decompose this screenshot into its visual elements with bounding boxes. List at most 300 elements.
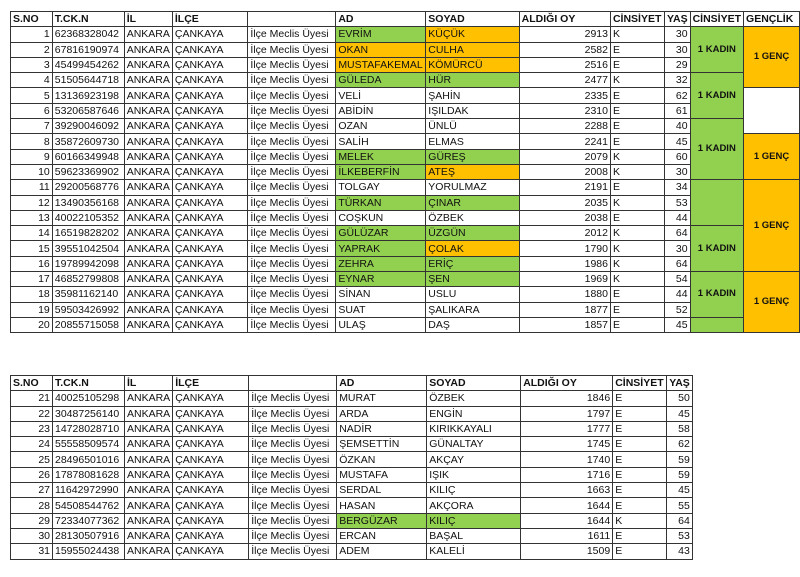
cell-last-name: GÜNALTAY xyxy=(427,437,521,452)
cell-gender: K xyxy=(610,73,664,88)
cell-gender: E xyxy=(613,528,667,543)
table-row xyxy=(11,498,693,513)
cell-first-name: ZEHRA xyxy=(336,256,426,271)
cell-district: ÇANKAYA xyxy=(173,452,249,467)
cell-gender: K xyxy=(610,195,664,210)
cell-position: İlçe Meclis Üyesi xyxy=(249,467,337,482)
cell-age: 64 xyxy=(664,226,690,241)
cell-tc-kimlik-no: 11642972990 xyxy=(53,483,125,498)
cell-tc-kimlik-no: 53206587646 xyxy=(52,103,124,118)
cell-vote-count: 2335 xyxy=(519,88,610,103)
cell-age: 52 xyxy=(664,302,690,317)
cell-district: ÇANKAYA xyxy=(172,149,248,164)
cell-gender: E xyxy=(610,180,664,195)
cell-gender: E xyxy=(610,103,664,118)
cell-last-name: HÜR xyxy=(426,73,519,88)
cell-tc-kimlik-no: 39290046092 xyxy=(52,119,124,134)
cell-tc-kimlik-no: 59503426992 xyxy=(52,302,124,317)
cell-province: ANKARA xyxy=(124,73,172,88)
header-district: İLÇE xyxy=(173,376,249,391)
cell-position: İlçe Meclis Üyesi xyxy=(249,498,337,513)
cell-row-number: 20 xyxy=(11,317,53,332)
cell-district: ÇANKAYA xyxy=(172,42,248,57)
cell-vote-count: 1986 xyxy=(519,256,610,271)
cell-first-name: MELEK xyxy=(336,149,426,164)
cell-first-name: OKAN xyxy=(336,42,426,57)
header-age: YAŞ xyxy=(664,12,690,27)
cell-vote-count: 1644 xyxy=(521,498,613,513)
cell-position: İlçe Meclis Üyesi xyxy=(248,226,336,241)
cell-age: 32 xyxy=(664,73,690,88)
cell-row-number: 10 xyxy=(11,164,53,179)
cell-age: 40 xyxy=(664,119,690,134)
cell-row-number: 3 xyxy=(11,57,53,72)
cell-gender: E xyxy=(613,467,667,482)
youth-quota-cell: 1 GENÇ xyxy=(744,27,800,88)
cell-row-number: 1 xyxy=(11,27,53,42)
cell-age: 62 xyxy=(664,88,690,103)
header-last-name: SOYAD xyxy=(426,12,519,27)
cell-province: ANKARA xyxy=(125,513,173,528)
cell-gender: E xyxy=(610,302,664,317)
cell-vote-count: 1969 xyxy=(519,272,610,287)
cell-first-name: ULAŞ xyxy=(336,317,426,332)
cell-district: ÇANKAYA xyxy=(172,272,248,287)
cell-first-name: GÜLEDA xyxy=(336,73,426,88)
cell-province: ANKARA xyxy=(125,391,173,406)
cell-tc-kimlik-no: 15955024438 xyxy=(53,544,125,559)
cell-district: ÇANKAYA xyxy=(172,317,248,332)
header-last-name: SOYAD xyxy=(427,376,521,391)
cell-district: ÇANKAYA xyxy=(173,391,249,406)
table-row xyxy=(11,57,800,72)
cell-row-number: 27 xyxy=(11,483,53,498)
cell-position: İlçe Meclis Üyesi xyxy=(249,528,337,543)
cell-vote-count: 1611 xyxy=(521,528,613,543)
cell-position: İlçe Meclis Üyesi xyxy=(248,88,336,103)
cell-vote-count: 1509 xyxy=(521,544,613,559)
header-position xyxy=(248,12,336,27)
youth-quota-cell: 1 GENÇ xyxy=(744,272,800,333)
cell-last-name: ÖZBEK xyxy=(427,391,521,406)
table-row xyxy=(11,272,800,287)
cell-position: İlçe Meclis Üyesi xyxy=(248,149,336,164)
cell-first-name: TOLGAY xyxy=(336,180,426,195)
cell-age: 55 xyxy=(667,498,693,513)
cell-district: ÇANKAYA xyxy=(172,119,248,134)
cell-vote-count: 2008 xyxy=(519,164,610,179)
cell-gender: E xyxy=(610,287,664,302)
candidate-table-1 xyxy=(10,11,800,333)
youth-quota-cell: 1 GENÇ xyxy=(744,180,800,272)
cell-gender: E xyxy=(610,88,664,103)
table-row xyxy=(11,421,693,436)
cell-vote-count: 2241 xyxy=(519,134,610,149)
table-row xyxy=(11,528,693,543)
cell-gender: E xyxy=(613,391,667,406)
table-row xyxy=(11,42,800,57)
cell-vote-count: 2079 xyxy=(519,149,610,164)
cell-age: 30 xyxy=(664,164,690,179)
table-row xyxy=(11,180,800,195)
cell-vote-count: 1716 xyxy=(521,467,613,482)
cell-position: İlçe Meclis Üyesi xyxy=(249,452,337,467)
header-row xyxy=(11,12,800,27)
cell-position: İlçe Meclis Üyesi xyxy=(248,164,336,179)
header-age: YAŞ xyxy=(667,376,693,391)
header-district: İLÇE xyxy=(172,12,248,27)
cell-last-name: ENGİN xyxy=(427,406,521,421)
cell-age: 64 xyxy=(664,256,690,271)
cell-last-name: ÖZBEK xyxy=(426,210,519,225)
cell-row-number: 23 xyxy=(11,421,53,436)
cell-tc-kimlik-no: 16519828202 xyxy=(52,226,124,241)
cell-row-number: 31 xyxy=(11,544,53,559)
cell-row-number: 5 xyxy=(11,88,53,103)
cell-age: 61 xyxy=(664,103,690,118)
cell-last-name: AKÇAY xyxy=(427,452,521,467)
cell-position: İlçe Meclis Üyesi xyxy=(248,73,336,88)
cell-gender: E xyxy=(613,421,667,436)
cell-province: ANKARA xyxy=(124,272,172,287)
cell-row-number: 28 xyxy=(11,498,53,513)
cell-first-name: GÜLÜZAR xyxy=(336,226,426,241)
cell-row-number: 24 xyxy=(11,437,53,452)
cell-gender: E xyxy=(613,544,667,559)
cell-last-name: ATEŞ xyxy=(426,164,519,179)
table-row xyxy=(11,391,693,406)
cell-district: ÇANKAYA xyxy=(172,226,248,241)
cell-tc-kimlik-no: 39551042504 xyxy=(52,241,124,256)
table-row xyxy=(11,513,693,528)
cell-row-number: 18 xyxy=(11,287,53,302)
cell-age: 58 xyxy=(667,421,693,436)
cell-province: ANKARA xyxy=(124,180,172,195)
table-row xyxy=(11,241,800,256)
cell-age: 45 xyxy=(664,317,690,332)
cell-tc-kimlik-no: 35872609730 xyxy=(52,134,124,149)
cell-first-name: YAPRAK xyxy=(336,241,426,256)
cell-last-name: CULHA xyxy=(426,42,519,57)
header-row xyxy=(11,376,693,391)
cell-first-name: VELİ xyxy=(336,88,426,103)
cell-tc-kimlik-no: 54508544762 xyxy=(53,498,125,513)
cell-last-name: AKÇORA xyxy=(427,498,521,513)
cell-district: ÇANKAYA xyxy=(172,103,248,118)
cell-district: ÇANKAYA xyxy=(172,27,248,42)
cell-row-number: 21 xyxy=(11,391,53,406)
cell-age: 30 xyxy=(664,241,690,256)
cell-gender: E xyxy=(613,498,667,513)
cell-last-name: KILIÇ xyxy=(427,513,521,528)
table-row xyxy=(11,119,800,134)
cell-first-name: COŞKUN xyxy=(336,210,426,225)
cell-gender: E xyxy=(610,119,664,134)
cell-position: İlçe Meclis Üyesi xyxy=(248,317,336,332)
cell-age: 54 xyxy=(664,272,690,287)
gender-quota-cell: 1 KADIN xyxy=(690,119,743,180)
table-row xyxy=(11,452,693,467)
cell-district: ÇANKAYA xyxy=(173,467,249,482)
cell-province: ANKARA xyxy=(124,134,172,149)
cell-age: 45 xyxy=(667,483,693,498)
cell-last-name: BAŞAL xyxy=(427,528,521,543)
cell-province: ANKARA xyxy=(124,57,172,72)
cell-province: ANKARA xyxy=(125,437,173,452)
cell-district: ÇANKAYA xyxy=(172,164,248,179)
cell-first-name: ARDA xyxy=(337,406,427,421)
cell-district: ÇANKAYA xyxy=(173,406,249,421)
cell-first-name: ERCAN xyxy=(337,528,427,543)
cell-last-name: IŞILDAK xyxy=(426,103,519,118)
cell-province: ANKARA xyxy=(125,498,173,513)
cell-tc-kimlik-no: 62368328042 xyxy=(52,27,124,42)
cell-gender: K xyxy=(610,241,664,256)
cell-row-number: 2 xyxy=(11,42,53,57)
cell-first-name: NADİR xyxy=(337,421,427,436)
gender-quota-cell xyxy=(690,180,743,226)
cell-position: İlçe Meclis Üyesi xyxy=(248,210,336,225)
header-row-number: S.NO xyxy=(11,12,53,27)
cell-tc-kimlik-no: 35981162140 xyxy=(52,287,124,302)
cell-tc-kimlik-no: 67816190974 xyxy=(52,42,124,57)
cell-last-name: ŞALIKARA xyxy=(426,302,519,317)
cell-position: İlçe Meclis Üyesi xyxy=(248,241,336,256)
cell-age: 64 xyxy=(667,513,693,528)
cell-vote-count: 1857 xyxy=(519,317,610,332)
cell-age: 29 xyxy=(664,57,690,72)
cell-vote-count: 2038 xyxy=(519,210,610,225)
cell-vote-count: 2191 xyxy=(519,180,610,195)
cell-age: 34 xyxy=(664,180,690,195)
cell-row-number: 13 xyxy=(11,210,53,225)
cell-position: İlçe Meclis Üyesi xyxy=(248,272,336,287)
cell-last-name: ELMAS xyxy=(426,134,519,149)
cell-position: İlçe Meclis Üyesi xyxy=(248,302,336,317)
cell-age: 45 xyxy=(667,406,693,421)
cell-district: ÇANKAYA xyxy=(172,180,248,195)
cell-district: ÇANKAYA xyxy=(173,437,249,452)
cell-gender: E xyxy=(613,406,667,421)
cell-first-name: ADEM xyxy=(337,544,427,559)
cell-province: ANKARA xyxy=(124,287,172,302)
cell-row-number: 25 xyxy=(11,452,53,467)
cell-tc-kimlik-no: 46852799808 xyxy=(52,272,124,287)
cell-row-number: 15 xyxy=(11,241,53,256)
gender-quota-cell: 1 KADIN xyxy=(690,27,743,73)
table-row xyxy=(11,256,800,271)
cell-tc-kimlik-no: 14728028710 xyxy=(53,421,125,436)
cell-position: İlçe Meclis Üyesi xyxy=(249,437,337,452)
cell-province: ANKARA xyxy=(124,119,172,134)
cell-last-name: ERİÇ xyxy=(426,256,519,271)
cell-tc-kimlik-no: 20855715058 xyxy=(52,317,124,332)
cell-age: 44 xyxy=(664,210,690,225)
cell-vote-count: 1745 xyxy=(521,437,613,452)
cell-district: ÇANKAYA xyxy=(172,287,248,302)
cell-district: ÇANKAYA xyxy=(172,241,248,256)
cell-position: İlçe Meclis Üyesi xyxy=(248,180,336,195)
cell-last-name: KÖMÜRCÜ xyxy=(426,57,519,72)
cell-last-name: ÇINAR xyxy=(426,195,519,210)
table-row xyxy=(11,406,693,421)
cell-first-name: MUSTAFAKEMAL xyxy=(336,57,426,72)
table-row xyxy=(11,437,693,452)
cell-tc-kimlik-no: 40025105298 xyxy=(53,391,125,406)
cell-vote-count: 2035 xyxy=(519,195,610,210)
cell-first-name: OZAN xyxy=(336,119,426,134)
cell-age: 45 xyxy=(664,134,690,149)
cell-tc-kimlik-no: 19789942098 xyxy=(52,256,124,271)
cell-province: ANKARA xyxy=(124,210,172,225)
cell-position: İlçe Meclis Üyesi xyxy=(249,483,337,498)
cell-tc-kimlik-no: 51505644718 xyxy=(52,73,124,88)
cell-vote-count: 1740 xyxy=(521,452,613,467)
cell-row-number: 7 xyxy=(11,119,53,134)
cell-tc-kimlik-no: 28496501016 xyxy=(53,452,125,467)
header-gender: CİNSİYET xyxy=(610,12,664,27)
header-row-number: S.NO xyxy=(11,376,53,391)
cell-row-number: 17 xyxy=(11,272,53,287)
cell-vote-count: 1777 xyxy=(521,421,613,436)
cell-gender: E xyxy=(610,42,664,57)
cell-row-number: 6 xyxy=(11,103,53,118)
cell-province: ANKARA xyxy=(124,226,172,241)
cell-position: İlçe Meclis Üyesi xyxy=(248,134,336,149)
cell-vote-count: 1797 xyxy=(521,406,613,421)
cell-tc-kimlik-no: 40022105352 xyxy=(52,210,124,225)
cell-gender: E xyxy=(613,483,667,498)
cell-vote-count: 2913 xyxy=(519,27,610,42)
cell-province: ANKARA xyxy=(125,406,173,421)
cell-district: ÇANKAYA xyxy=(172,73,248,88)
cell-row-number: 9 xyxy=(11,149,53,164)
cell-vote-count: 1880 xyxy=(519,287,610,302)
cell-first-name: MURAT xyxy=(337,391,427,406)
cell-vote-count: 2310 xyxy=(519,103,610,118)
cell-age: 60 xyxy=(664,149,690,164)
table-row xyxy=(11,317,800,332)
cell-vote-count: 2516 xyxy=(519,57,610,72)
cell-district: ÇANKAYA xyxy=(172,134,248,149)
cell-first-name: EYNAR xyxy=(336,272,426,287)
cell-province: ANKARA xyxy=(124,42,172,57)
cell-province: ANKARA xyxy=(125,528,173,543)
cell-province: ANKARA xyxy=(124,164,172,179)
cell-tc-kimlik-no: 45499454262 xyxy=(52,57,124,72)
cell-last-name: GÜREŞ xyxy=(426,149,519,164)
cell-first-name: HASAN xyxy=(337,498,427,513)
cell-row-number: 29 xyxy=(11,513,53,528)
table-row xyxy=(11,134,800,149)
table-row xyxy=(11,302,800,317)
cell-vote-count: 1663 xyxy=(521,483,613,498)
table-row xyxy=(11,544,693,559)
cell-gender: E xyxy=(610,134,664,149)
cell-province: ANKARA xyxy=(124,241,172,256)
cell-province: ANKARA xyxy=(125,467,173,482)
cell-district: ÇANKAYA xyxy=(173,498,249,513)
cell-last-name: ŞEN xyxy=(426,272,519,287)
cell-province: ANKARA xyxy=(125,483,173,498)
cell-tc-kimlik-no: 13136923198 xyxy=(52,88,124,103)
cell-age: 43 xyxy=(667,544,693,559)
cell-gender: K xyxy=(610,164,664,179)
cell-row-number: 8 xyxy=(11,134,53,149)
cell-age: 59 xyxy=(667,467,693,482)
cell-last-name: DAŞ xyxy=(426,317,519,332)
cell-vote-count: 1846 xyxy=(521,391,613,406)
table-row xyxy=(11,483,693,498)
cell-row-number: 19 xyxy=(11,302,53,317)
cell-tc-kimlik-no: 30487256140 xyxy=(53,406,125,421)
cell-district: ÇANKAYA xyxy=(173,483,249,498)
header-position xyxy=(249,376,337,391)
cell-tc-kimlik-no: 17878081628 xyxy=(53,467,125,482)
cell-position: İlçe Meclis Üyesi xyxy=(248,27,336,42)
cell-row-number: 11 xyxy=(11,180,53,195)
cell-district: ÇANKAYA xyxy=(172,57,248,72)
cell-age: 44 xyxy=(664,287,690,302)
cell-district: ÇANKAYA xyxy=(172,256,248,271)
cell-position: İlçe Meclis Üyesi xyxy=(249,513,337,528)
cell-position: İlçe Meclis Üyesi xyxy=(248,103,336,118)
cell-vote-count: 1790 xyxy=(519,241,610,256)
table-row xyxy=(11,88,800,103)
cell-vote-count: 1877 xyxy=(519,302,610,317)
cell-tc-kimlik-no: 59623369902 xyxy=(52,164,124,179)
cell-tc-kimlik-no: 72334077362 xyxy=(53,513,125,528)
cell-age: 50 xyxy=(667,391,693,406)
cell-position: İlçe Meclis Üyesi xyxy=(249,406,337,421)
header-first-name: AD xyxy=(337,376,427,391)
cell-province: ANKARA xyxy=(124,256,172,271)
cell-last-name: ÇOLAK xyxy=(426,241,519,256)
cell-position: İlçe Meclis Üyesi xyxy=(249,421,337,436)
cell-position: İlçe Meclis Üyesi xyxy=(248,256,336,271)
cell-district: ÇANKAYA xyxy=(173,421,249,436)
table-row xyxy=(11,27,800,42)
header-youth-group: GENÇLİK xyxy=(744,12,800,27)
cell-first-name: SUAT xyxy=(336,302,426,317)
cell-position: İlçe Meclis Üyesi xyxy=(248,195,336,210)
cell-vote-count: 2288 xyxy=(519,119,610,134)
cell-row-number: 26 xyxy=(11,467,53,482)
cell-gender: E xyxy=(613,437,667,452)
cell-vote-count: 2582 xyxy=(519,42,610,57)
cell-age: 62 xyxy=(667,437,693,452)
table-row xyxy=(11,103,800,118)
table-row xyxy=(11,287,800,302)
cell-row-number: 22 xyxy=(11,406,53,421)
cell-row-number: 30 xyxy=(11,528,53,543)
cell-row-number: 4 xyxy=(11,73,53,88)
cell-first-name: TÜRKAN xyxy=(336,195,426,210)
gender-quota-cell: 1 KADIN xyxy=(690,226,743,272)
cell-first-name: ŞEMSETTİN xyxy=(337,437,427,452)
cell-tc-kimlik-no: 55558509574 xyxy=(53,437,125,452)
cell-last-name: KALELİ xyxy=(427,544,521,559)
table-row xyxy=(11,210,800,225)
cell-last-name: YORULMAZ xyxy=(426,180,519,195)
cell-district: ÇANKAYA xyxy=(172,88,248,103)
cell-tc-kimlik-no: 13490356168 xyxy=(52,195,124,210)
cell-first-name: İLKEBERFİN xyxy=(336,164,426,179)
header-gender-group: CİNSİYET xyxy=(690,12,743,27)
cell-vote-count: 2477 xyxy=(519,73,610,88)
header-first-name: AD xyxy=(336,12,426,27)
cell-gender: E xyxy=(610,210,664,225)
